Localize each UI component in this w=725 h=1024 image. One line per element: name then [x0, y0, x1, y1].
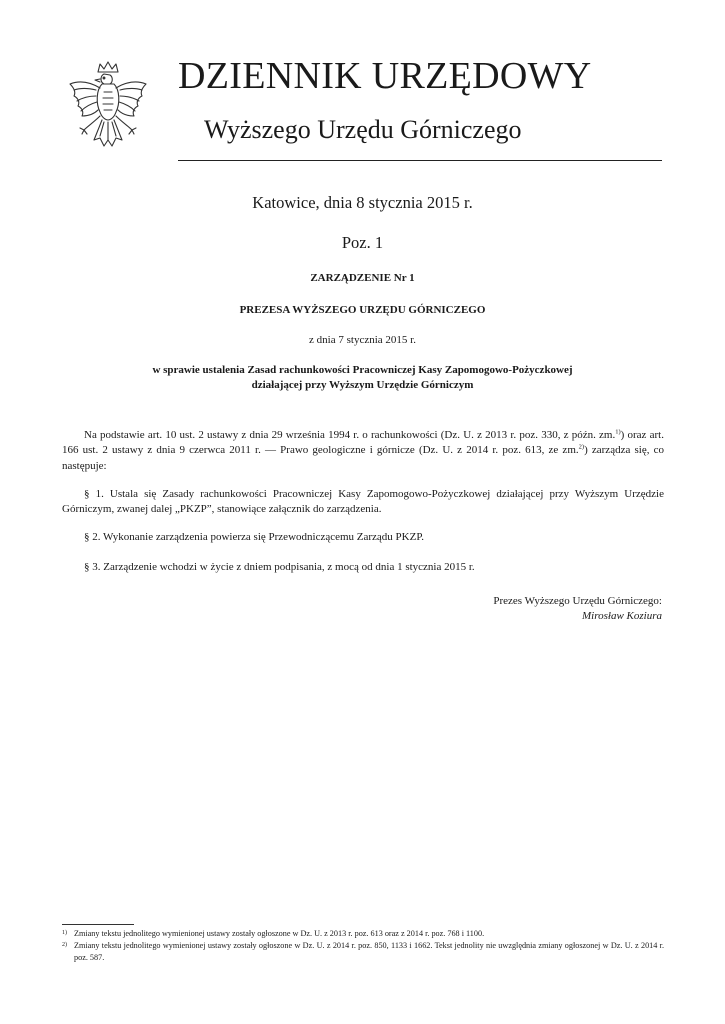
footnote-text: Zmiany tekstu jednolitego wymienionej ustawy zostały ogłoszone w Dz. U. z 2014 r. poz. 850, 1133 i 1662. Tekst jednolity nie uwzględnia zmiany ogłoszonej w Dz. U. z 2014 r. poz. 587.	[74, 941, 664, 962]
footnote-divider	[62, 924, 134, 925]
signature-block	[360, 594, 662, 624]
gazette-subtitle: Wyższego Urzędu Górniczego	[204, 115, 522, 144]
section-1-paragraph: § 1. Ustala się Zasady rachunkowości Pracowniczej Kasy Zapomogowo-Pożyczkowej działającej przy Wyższym Urzędzie Górniczym, zwanej dalej „PKZP”, stanowiące załącznik do zarządzenia.	[62, 488, 664, 516]
subject-line-1: w sprawie ustalenia Zasad rachunkowości Pracowniczej Kasy Zapomogowo-Pożyczkowej	[152, 364, 573, 376]
issue-date: z dnia 7 stycznia 2015 r.	[309, 334, 416, 346]
gazette-title: DZIENNIK URZĘDOWY	[178, 55, 592, 97]
footnote-mark: 2)	[62, 942, 67, 948]
section-3-paragraph: § 3. Zarządzenie wchodzi w życie z dniem podpisania, z mocą od dnia 1 stycznia 2015 r.	[84, 561, 475, 573]
preamble-text-2: ) oraz art. 166 ust. 2 ustawy z dnia 9 czerwca 2011 r. — Prawo geologiczne i górnicze (Dz. U. z 2014 r. poz. 613, ze zm.	[62, 429, 664, 457]
place-and-date: Katowice, dnia 8 stycznia 2015 r.	[252, 193, 473, 212]
footnote-1	[62, 928, 664, 940]
header-divider	[178, 160, 662, 161]
footnote-2	[62, 940, 664, 964]
footnote-ref-1[interactable]: 1)	[615, 428, 621, 436]
document-issuer: PREZESA WYŻSZEGO URZĘDU GÓRNICZEGO	[239, 304, 486, 316]
preamble-text-1: Na podstawie art. 10 ust. 2 ustawy z dnia 29 września 1994 r. o rachunkowości (Dz. U. z 2013 r. poz. 330, z późn. zm.	[84, 429, 616, 441]
document-subject	[0, 363, 725, 393]
section-2-paragraph: § 2. Wykonanie zarządzenia powierza się Przewodniczącemu Zarządu PKZP.	[84, 531, 424, 543]
footnotes	[62, 928, 664, 964]
preamble-text-3: ) zarządza się, co następuje:	[62, 444, 664, 472]
position-number: Poz. 1	[341, 233, 384, 252]
signatory-title: Prezes Wyższego Urzędu Górniczego:	[493, 595, 662, 607]
document-type: ZARZĄDZENIE Nr 1	[310, 272, 415, 284]
subject-line-2: działającej przy Wyższym Urzędzie Górniczym	[251, 379, 474, 391]
footnote-text: Zmiany tekstu jednolitego wymienionej ustawy zostały ogłoszone w Dz. U. z 2013 r. poz. 613 oraz z 2014 r. poz. 768 i 1100.	[74, 929, 485, 938]
preamble-paragraph	[62, 428, 664, 474]
footnote-mark: 1)	[62, 930, 67, 936]
signatory-name: Mirosław Koziura	[582, 610, 662, 622]
polish-eagle-emblem-icon	[64, 58, 152, 162]
footnote-ref-2[interactable]: 2)	[578, 443, 585, 451]
